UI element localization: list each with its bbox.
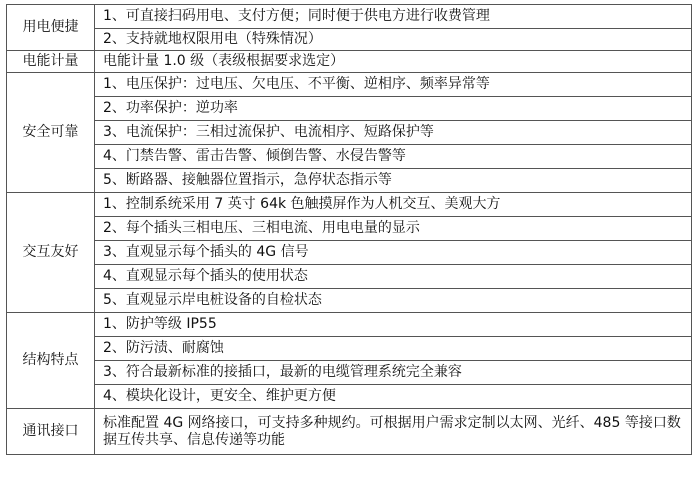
feature-cell: 1、防护等级 IP55 bbox=[95, 313, 692, 337]
feature-cell: 4、模块化设计，更安全、维护更方便 bbox=[95, 385, 692, 409]
table-row bbox=[7, 313, 692, 337]
feature-cell: 电能计量 1.0 级（表级根据要求选定） bbox=[95, 51, 692, 73]
table-row bbox=[7, 193, 692, 217]
spec-table bbox=[6, 4, 692, 455]
feature-cell: 3、电流保护：三相过流保护、电流相序、短路保护等 bbox=[95, 121, 692, 145]
feature-cell: 1、可直接扫码用电、支付方便；同时便于供电方进行收费管理 bbox=[95, 5, 692, 29]
feature-cell: 5、直观显示岸电桩设备的自检状态 bbox=[95, 289, 692, 313]
feature-cell: 1、控制系统采用 7 英寸 64k 色触摸屏作为人机交互、美观大方 bbox=[95, 193, 692, 217]
table-row bbox=[7, 265, 692, 289]
feature-cell: 4、直观显示每个插头的使用状态 bbox=[95, 265, 692, 289]
table-row bbox=[7, 241, 692, 265]
category-cell: 结构特点 bbox=[7, 313, 95, 409]
table-row bbox=[7, 217, 692, 241]
feature-cell: 2、支持就地权限用电（特殊情况） bbox=[95, 29, 692, 51]
table-row bbox=[7, 385, 692, 409]
table-row bbox=[7, 337, 692, 361]
category-cell: 交互友好 bbox=[7, 193, 95, 313]
category-cell: 通讯接口 bbox=[7, 409, 95, 455]
table-row bbox=[7, 145, 692, 169]
table-row bbox=[7, 5, 692, 29]
feature-cell: 2、功率保护：逆功率 bbox=[95, 97, 692, 121]
table-row bbox=[7, 169, 692, 193]
table-row bbox=[7, 97, 692, 121]
table-row bbox=[7, 29, 692, 51]
table-row bbox=[7, 361, 692, 385]
category-cell: 电能计量 bbox=[7, 51, 95, 73]
category-cell: 安全可靠 bbox=[7, 73, 95, 193]
feature-cell: 1、电压保护：过电压、欠电压、不平衡、逆相序、频率异常等 bbox=[95, 73, 692, 97]
feature-cell: 2、防污渍、耐腐蚀 bbox=[95, 337, 692, 361]
table-row bbox=[7, 289, 692, 313]
feature-cell: 2、每个插头三相电压、三相电流、用电电量的显示 bbox=[95, 217, 692, 241]
feature-cell: 3、直观显示每个插头的 4G 信号 bbox=[95, 241, 692, 265]
table-row bbox=[7, 409, 692, 455]
table-row bbox=[7, 73, 692, 97]
table-row bbox=[7, 51, 692, 73]
category-cell: 用电便捷 bbox=[7, 5, 95, 51]
feature-cell: 标准配置 4G 网络接口，可支持多种规约。可根据用户需求定制以太网、光纤、485 等接口数据互传共享、信息传递等功能 bbox=[95, 409, 692, 455]
feature-cell: 3、符合最新标准的接插口，最新的电缆管理系统完全兼容 bbox=[95, 361, 692, 385]
feature-cell: 4、门禁告警、雷击告警、倾倒告警、水侵告警等 bbox=[95, 145, 692, 169]
feature-cell: 5、断路器、接触器位置指示，急停状态指示等 bbox=[95, 169, 692, 193]
table-row bbox=[7, 121, 692, 145]
